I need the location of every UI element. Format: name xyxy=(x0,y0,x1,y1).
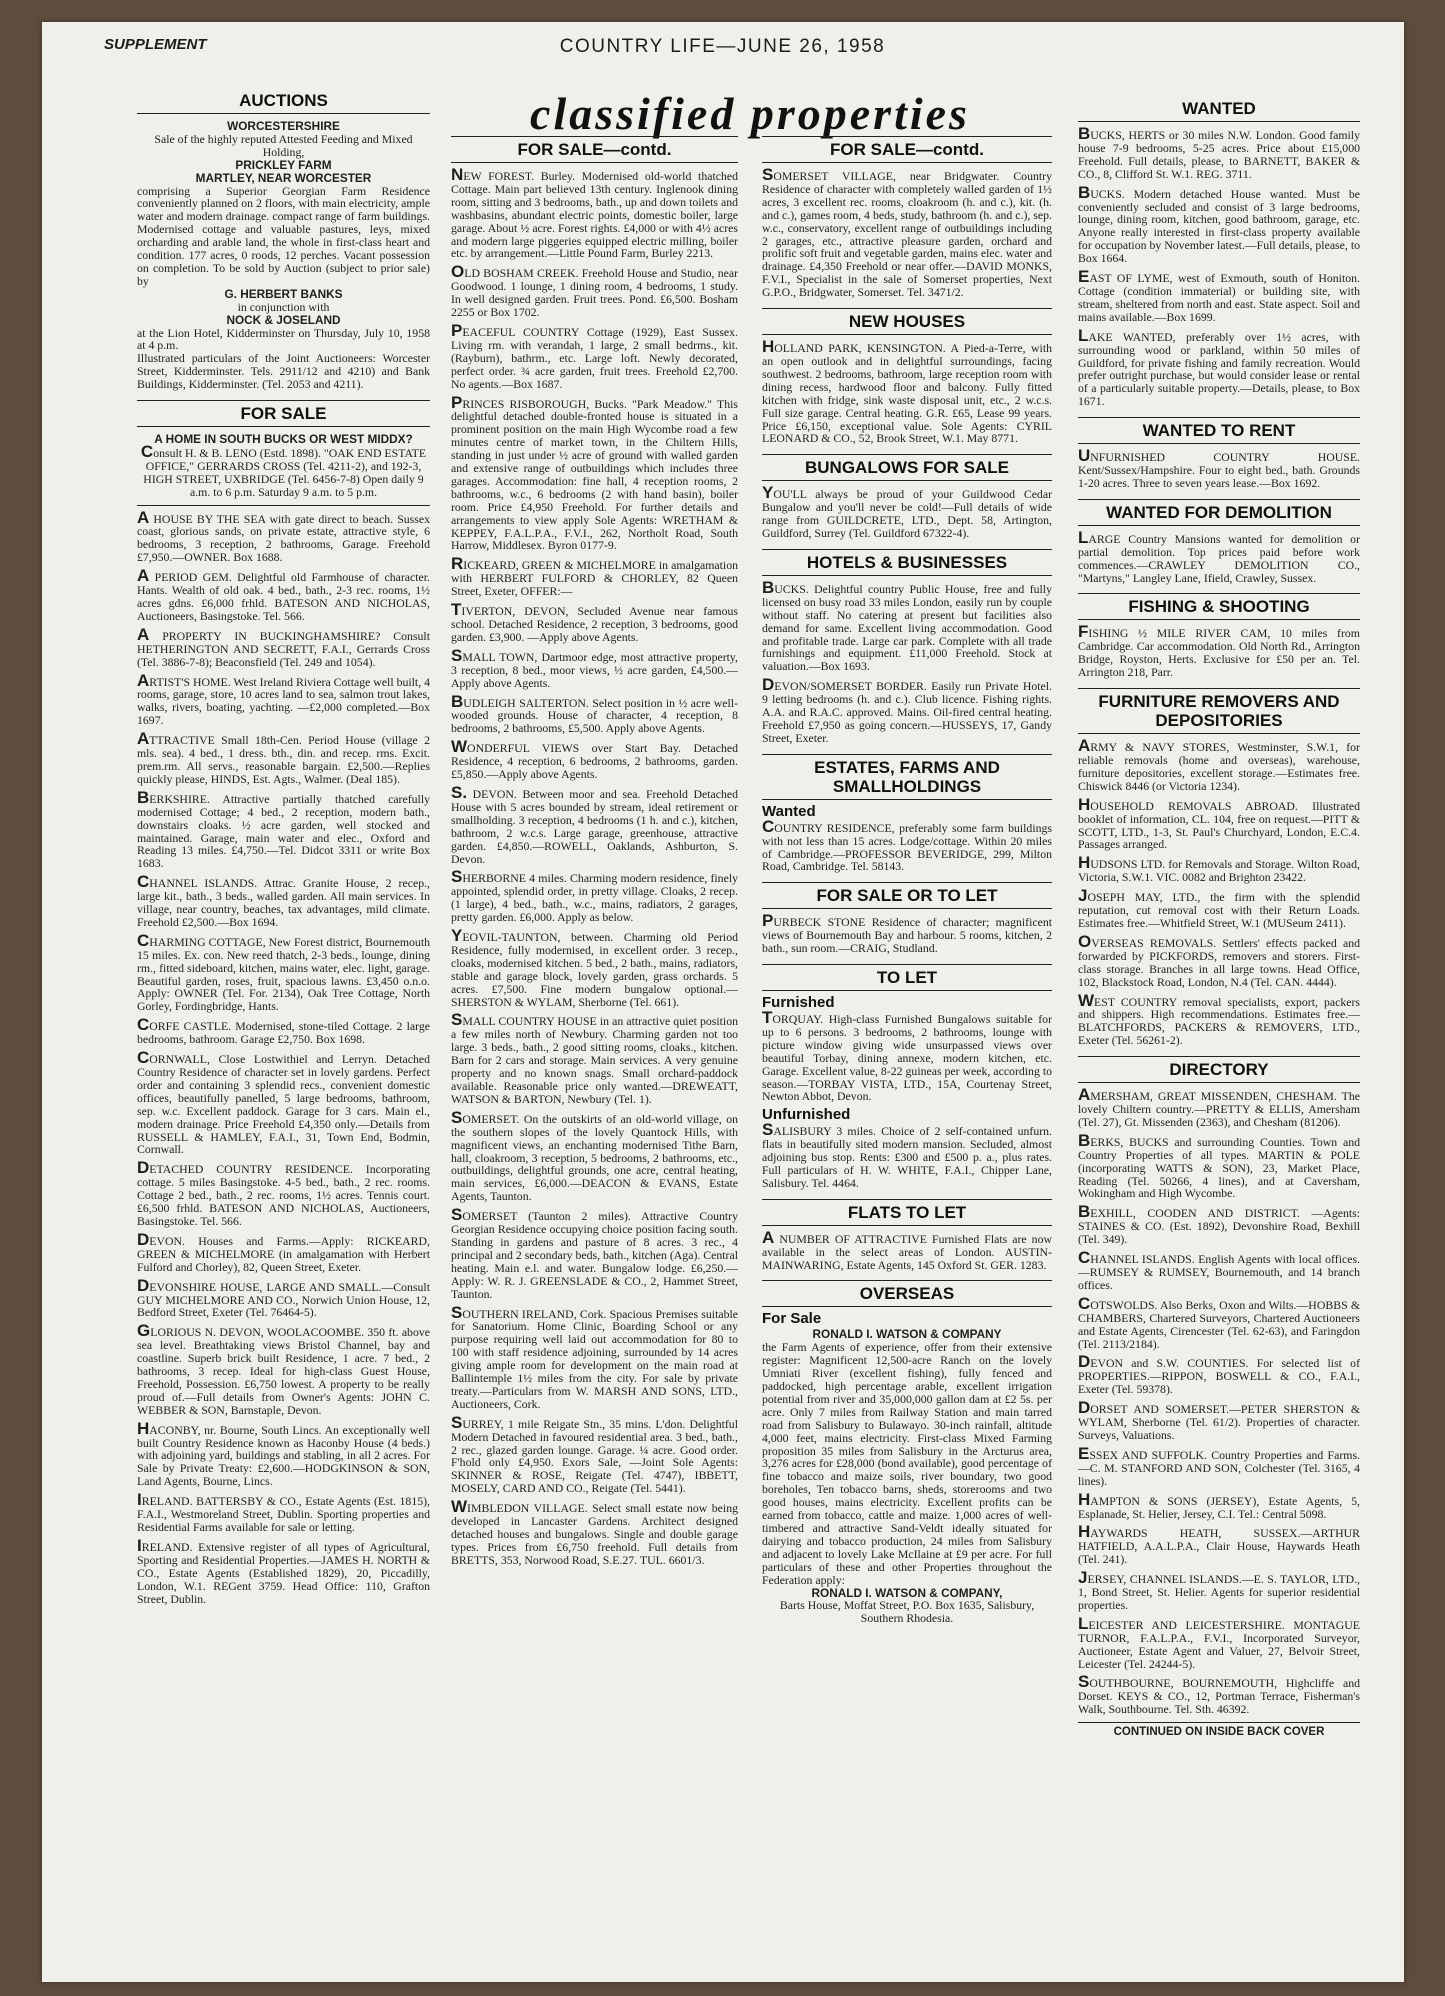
ad: HAMPTON & SONS (JERSEY), Estate Agents, 5, Esplanade, St. Helier, Jersey, C.I. Tel.: Central 5098. xyxy=(1078,1489,1360,1521)
ad: SOUTHERN IRELAND, Cork. Spacious Premises suitable for Sanatorium. Home Clinic, Boarding School or any purpose requiring well laid out accommodation for 80 to 100 with staff residence adjoining, surrounded by 14 acres giving ample room for development on the main road at Ballintemple 1½ miles from the city. For sale by private treaty.—Particulars from W. MARSH AND SONS, LTD., Auctioneers, Cork. xyxy=(451,1302,738,1411)
ad: WONDERFUL VIEWS over Start Bay. Detached Residence, 4 reception, 6 bedrooms, 2 bathrooms, garden. £5,850.—Apply above Agents. xyxy=(451,737,738,782)
ad: ESSEX AND SUFFOLK. Country Properties and Farms.—C. M. STANFORD AND SON, Colchester (Tel. 3165, 4 lines). xyxy=(1078,1443,1360,1488)
ad: DEVON. Houses and Farms.—Apply: RICKEARD, GREEN & MICHELMORE (in amalgamation with Herbert Fulford and Chorley), 82, Queen Street, Exeter. xyxy=(137,1229,430,1274)
ad: HOUSEHOLD REMOVALS ABROAD. Illustrated booklet of information, CL. 104, free on request.—PITT & SCOTT, LTD., 1-3, St. Paul's Churchyard, London, E.C.4. Passages arranged. xyxy=(1078,794,1360,852)
ad: WEST COUNTRY removal specialists, export, packers and shippers. High recommendations. Estimates free.—BLATCHFORDS, PACKERS & REMOVERS, LTD., Exeter (Tel. 56261-2). xyxy=(1078,990,1360,1048)
section-wanted-to-rent: WANTED TO RENT xyxy=(1078,417,1360,444)
ad: JOSEPH MAY, LTD., the firm with the splendid reputation, cut removal cost with their Return Loads. Estimates free.—Whitfield Street, W.1 (MUSeum 2411). xyxy=(1078,886,1360,930)
ad: SURREY, 1 mile Reigate Stn., 35 mins. L'don. Delightful Modern Detached in favoured residential area. 3 bed., bath., 2 rec., glazed garden lounge. Garage. ¼ acre. Good order. F'hold only £4,950. Exors Sale, —Joint Sole Agents: SKINNER & ROSE, Reigate (Tel. 4747), IBBETT, MOSELY, CARD AND CO., Reigate (Tel. 5441). xyxy=(451,1412,738,1496)
ad: SMALL COUNTRY HOUSE in an attractive quiet position a few miles north of Newbury. Charming garden not too large. 3 beds., bath., 2 good sitting rooms, cloaks., kitchen. Barn for 2 cars and storage. Main services. A very genuine property and no known snags. Small orchard-paddock available. Reasonable price only wanted.—DREWEATT, WATSON & BARTON, Newbury (Tel. 1). xyxy=(451,1010,738,1106)
auction-line: in conjunction with xyxy=(237,299,330,314)
ad: CORFE CASTLE. Modernised, stone-tiled Cottage. 2 large bedrooms, bathroom. Garage £2,750. Box 1698. xyxy=(137,1015,430,1047)
subheading-furnished: Furnished xyxy=(762,994,835,1012)
auction-county: WORCESTERSHIRE xyxy=(227,119,340,133)
ad: BERKSHIRE. Attractive partially thatched carefully modernised Cottage; 4 bed., 2 reception, modern bath., downstairs cloaks. ½ acre garden, well stocked and maintained. Garage, main water and elec., Oxford and Reading 13 miles. £4,750.—Tel. Didcot 3311 or write Box 1683. xyxy=(137,787,430,871)
auction-line: PRICKLEY FARM xyxy=(235,157,332,172)
continued-note: CONTINUED ON INSIDE BACK COVER xyxy=(1078,1722,1360,1739)
ad: BERKS, BUCKS and surrounding Counties. Town and Country Properties of all types. MARTIN & POLE (incorporating WATTS & SON), 23, Market Place, Reading (Tel. 50266, 4 lines), and at Caversham, Wokingham and High Wycombe. xyxy=(1078,1130,1360,1201)
supplement-label: SUPPLEMENT xyxy=(104,36,207,53)
ad: the Farm Agents of experience, offer from their extensive register: Magnificent 12,500-acre Ranch on the lovely Umniati River (excellent fishing), fully fenced and paddocked, high percentage arable, excellent irrigation potential from river and 35,000,000 gallon dam at £2 5s. per acre. Only 7 miles from Railway Station and main tarred road from Salisbury to Bulawayo. 30-inch rainfall, altitude 4,000 feet, mains electricity. First-class Mixed Farming proposition 35 miles from Salisbury in the Arcturus area, 3,276 acres for £28,000 (bond available), good percentage of fine tobacco and maize soils, river boundary, two good boreholes, Ten tobacco barns, sheds, storerooms and two good houses, mains electricity. Excellent profits can be earned from tobacco, cattle and maize. 1,000 acres of well-timbered and attractive Sand-Veldt ideally situated for dairying and tobacco production, 24 miles from Salisbury and adjacent to lovely Lake McIlaine at £9 per acre. For full particulars of these and other Properties throughout the Federation apply: xyxy=(762,1340,1052,1587)
section-sale-or-let: FOR SALE OR TO LET xyxy=(762,882,1052,909)
ad: YOU'LL always be proud of your Guildwood Cedar Bungalow and you'll never be cold!—Full details of wide range from GUILDCRETE, LTD., Dept. 58, Artington, Guildford, Surrey (Tel. Guildford 67322-4). xyxy=(762,483,1052,541)
ad: BUCKS. Delightful country Public House, free and fully licensed on busy road 33 miles London, easily run by couple without staff. No catering at present but facilities also demand for same. Excellent living accommodation. Good and profitable trade. Large car park. Complete with all trade furnishings and equipment. £11,000 Freehold. Stock at valuation.—Box 1693. xyxy=(762,577,1052,674)
ad: A PERIOD GEM. Delightful old Farmhouse of character. Hants. Wealth of old oak. 4 bed., bath., 2-3 rec. rooms, 1½ acres gdns. £6,000 frhld. BATESON AND NICHOLAS, Auctioneers, Basingstoke. Tel. 566. xyxy=(137,566,430,623)
ad: Barts House, Moffat Street, P.O. Box 1635, Salisbury, Southern Rhodesia. xyxy=(779,1598,1035,1626)
ad: CORNWALL, Close Lostwithiel and Lerryn. Detached Country Residence of character set in lovely gardens. Perfect order and containing 3 splendid recs., convenient domestic offices, beautifully panelled, 5 large bedrooms, bathroom, sep. w.c. Excellent paddock. Garage for 3 cars. Main el., modern drainage. Price Freehold £4,350 only.—Details from RUSSELL & HAMLEY, F.A.I., 31, Town End, Bodmin, Cornwall. xyxy=(137,1048,430,1157)
ad: SOUTHBOURNE, BOURNEMOUTH, Highcliffe and Dorset. KEYS & CO., 12, Portman Terrace, Fisherman's Walk, Southbourne. Tel. Sth. 46392. xyxy=(1078,1672,1360,1717)
column-3 xyxy=(762,136,1052,1856)
ad: CHANNEL ISLANDS. English Agents with local offices.—RUMSEY & RUMSEY, Bournemouth, and 14 branch offices. xyxy=(1078,1248,1360,1292)
ad: HOLLAND PARK, KENSINGTON. A Pied-a-Terre, with an open outlook and in delightful surroundings, facing southwest. 2 bedrooms, bathroom, large reception room with dining recess, hardwood floor and balcony. Fully fitted kitchen with fridge, sink waste disposal unit, etc., 2 w.c.s. Full size garage. Central heating. G.R. £65, Lease 99 years. Price £6,150, exceptional value. Sole Agents: CYRIL LEONARD & CO., 52, Brook Street, W.1. May 8771. xyxy=(762,337,1052,446)
ad: LAKE WANTED, preferably over 1½ acres, with surrounding wood or parkland, within 50 miles of Guildford, for private fishing and family recreation. Would prefer outright purchase, but would consider lease or rental of a particularly suitable property.—Details, please, to Box 1671. xyxy=(1078,325,1360,409)
ad: LARGE Country Mansions wanted for demolition or partial demolition. Top prices paid before work commences.—CRAWLEY DEMOLITION CO., "Martyns," Langley Lane, Ifield, Crawley, Sussex. xyxy=(1078,527,1360,585)
ad: ARTIST'S HOME. West Ireland Riviera Cottage well built, 4 rooms, garage, store, 10 acres land to sea, salmon trout lakes, walks, rivers, boating, yachting. —£2,000 completed.—Box 1697. xyxy=(137,670,430,728)
ad: ATTRACTIVE Small 18th-Cen. Period House (village 2 mls. sea). 4 bed., 1 dress. bth., din. and recep. rms. Excit. prem.rm. All servs., reasonable bargain. £2,500.—Replies quickly please, HINDS, Est. Agts., Walmer. (Deal 185). xyxy=(137,729,430,786)
ad: Consult H. & B. LENO (Estd. 1898). "OAK END ESTATE OFFICE," GERRARDS CROSS (Tel. 4211-2), and 192-3, HIGH STREET, UXBRIDGE (Tel. 6456-7-8) Open daily 9 a.m. to 6 p.m. Saturday 9 a.m. to 5 p.m. xyxy=(140,441,427,499)
ad: RICKEARD, GREEN & MICHELMORE in amalgamation with HERBERT FULFORD & CHORLEY, 82 Queen Street, Exeter, OFFER:— xyxy=(451,554,738,599)
ad: BEXHILL, COODEN AND DISTRICT. —Agents: STAINES & CO. (Est. 1892), Devonshire Road, Bexhill (Tel. 349). xyxy=(1078,1202,1360,1247)
ad: S. DEVON. Between moor and sea. Freehold Detached House with 5 acres bounded by stream, ideal retirement or smallholding. 3 reception, 4 bedrooms (1 h. and c.), kitchen, bathroom, 2 w.c.s. Large garage, greenhouse, attractive garden. £4,850.—ROWELL, Oaklands, Ashburton, S. Devon. xyxy=(451,782,738,866)
section-fishing: FISHING & SHOOTING xyxy=(1078,593,1360,620)
auction-line: comprising a Superior Georgian Farm Residence conveniently planned on 2 floors, with main electricity, ample water and modern drainage. compact range of farm buildings. Modernised cottage and valuable pastures, leys, mixed orcharding and arable land, the whole in first-class heart and condition. 177 acres, 0 roods, 12 perches. Vacant possession on completion. To be sold by Auction (subject to prior sale) by xyxy=(137,183,430,288)
ad: DORSET AND SOMERSET.—PETER SHERSTON & WYLAM, Sherborne (Tel. 61/2). Properties of character. Surveys, Valuations. xyxy=(1078,1398,1360,1442)
section-for-sale: FOR SALE xyxy=(137,400,430,427)
ad: SMALL TOWN, Dartmoor edge, most attractive property, 3 reception, 8 bed., moor views, ½ acre garden, £4,500.—Apply above Agents. xyxy=(451,645,738,690)
subheading-unfurnished: Unfurnished xyxy=(762,1106,851,1124)
ad-heading: A HOME IN SOUTH BUCKS OR WEST MIDDX? xyxy=(154,432,413,447)
section-for-sale-contd: FOR SALE—contd. xyxy=(762,136,1052,163)
ad-heading: RONALD I. WATSON & COMPANY, xyxy=(811,1585,1003,1600)
section-new-houses: NEW HOUSES xyxy=(762,308,1052,335)
ad: DEVON and S.W. COUNTIES. For selected list of PROPERTIES.—RIPPON, BOSWELL & CO., F.A.I., Exeter (Tel. 59378). xyxy=(1078,1352,1360,1397)
ad: PRINCES RISBOROUGH, Bucks. "Park Meadow." This delightful detached double-fronted house is situated in a prominent position on the main High Wycombe road a few minutes centre of market town, in the Chiltern Hills, standing in just under ½ acre of ground with walled garden and extensive range of outbuildings which includes three garages. Accommodation: fine hall, 4 reception rooms, 2 bathrooms, w.c., 6 bedrooms (2 with hand basin), boiler room. Price £4,950 Freehold. For further details and arrangements to view apply Sole Agents: WRETHAM & KEPPEY, F.A.L.P.A., F.V.I., 262, Northolt Road, South Harrow, Middlesex. Byron 0177-9. xyxy=(451,392,738,553)
column-2 xyxy=(451,136,738,1866)
ad: A NUMBER OF ATTRACTIVE Furnished Flats are now available in the select areas of London. AUSTIN-MAINWARING, Estate Agents, 145 Oxford St. GER. 1283. xyxy=(762,1227,1052,1272)
ad: IRELAND. BATTERSBY & CO., Estate Agents (Est. 1815), F.A.I., Westmoreland Street, Dublin. Sporting properties and Residential Farms available for sale or letting. xyxy=(137,1490,430,1534)
ad: SALISBURY 3 miles. Choice of 2 self-contained unfurn. flats in beautifully sited modern mansion. Secluded, almost adjoining bus stop. Rents: £300 and £500 p. a., plus rates. Full particulars of H. W. WHITE, F.A.I., Chipper Lane, Salisbury. Tel. 4464. xyxy=(762,1120,1052,1190)
section-wanted: WANTED xyxy=(1078,96,1360,122)
ad-heading: RONALD I. WATSON & COMPANY xyxy=(812,1327,1002,1342)
ad: A HOUSE BY THE SEA with gate direct to beach. Sussex coast, glorious sands, on private estate, attractive style, 6 bedrooms, 3 reception, 2 bathrooms, Garage. Freehold £7,950.—OWNER. Box 1688. xyxy=(137,507,430,565)
auction-line: NOCK & JOSELAND xyxy=(226,312,341,327)
ad: DEVON/SOMERSET BORDER. Easily run Private Hotel. 9 letting bedrooms (h. and c.). Club licence. Fishing rights. A.A. and R.A.C. approved. Mains. Oil-fired central heating. Freehold £7,950 as going concern.—HUSSEYS, 17, Gandy Street, Exeter. xyxy=(762,675,1052,745)
ad: ARMY & NAVY STORES, Westminster, S.W.1, for reliable removals (home and overseas), warehouse, furniture depositories, excellent storage.—Estimates free. Chiswick 8446 (or Victoria 1234). xyxy=(1078,736,1360,793)
ad: BUDLEIGH SALTERTON. Select position in ½ acre well-wooded grounds. House of character, 4 reception, 8 bedrooms, 2 bathrooms, £5,500. Apply above Agents. xyxy=(451,691,738,736)
auction-line: Sale of the highly reputed Attested Feeding and Mixed Holding, xyxy=(154,131,413,159)
ad: CHARMING COTTAGE, New Forest district, Bournemouth 15 miles. Ex. con. New reed thatch, 2-3 beds., lounge, dining rm., fitted sideboard, kitchen, mains water, elec. light, garage. Beautiful garden, roses, fruit, spacious lawns. £3,450 o.n.o. Apply: OWNER (Tel. For. 2134), Oak Tree Cottage, North Gorley, Fordingbridge, Hants. xyxy=(137,930,430,1014)
ad: PEACEFUL COUNTRY Cottage (1929), East Sussex. Living rm. with verandah, 1 large, 2 small bedrms., kit. (Rayburn), bathrm., etc. Large loft. Newly decorated, perfect order. ¾ acre garden, fruit trees. Freehold £2,700. No agents.—Box 1687. xyxy=(451,320,738,391)
section-furniture: FURNITURE REMOVERS AND DEPOSITORIES xyxy=(1078,688,1360,734)
ad: HACONBY, nr. Bourne, South Lincs. An exceptionally well built Country Residence known as Haconby House (4 beds.) with adjoining yard, buildings and stabling, in all 2 acres. For Sale by Private Treaty: £2,600.—HODGKINSON & SON, Land Agents, Bourne, Lincs. xyxy=(137,1418,430,1489)
section-estates: ESTATES, FARMS AND SMALLHOLDINGS xyxy=(762,754,1052,800)
auction-line: at the Lion Hotel, Kidderminster on Thursday, July 10, 1958 at 4 p.m. xyxy=(137,325,430,353)
auction-line: G. HERBERT BANKS xyxy=(224,286,343,301)
subheading-wanted: Wanted xyxy=(762,802,816,820)
ad: BUCKS. Modern detached House wanted. Must be conveniently secluded and consist of 3 large bedrooms, lounge, dining room, kitchen, good bathroom, garage, etc. Anyone really interested in first-class property available for occupation by November latest.—Full details, please, to Box 1664. xyxy=(1078,182,1360,266)
section-auctions: AUCTIONS xyxy=(137,88,430,114)
section-directory: DIRECTORY xyxy=(1078,1056,1360,1083)
auction-line: MARTLEY, NEAR WORCESTER xyxy=(195,170,372,185)
section-overseas: OVERSEAS xyxy=(762,1280,1052,1307)
masthead: classified properties xyxy=(530,88,970,139)
ad: TIVERTON, DEVON, Secluded Avenue near famous school. Detached Residence, 2 reception, 3 bedrooms, good garden. £3,900. —Apply above Agents. xyxy=(451,600,738,644)
ad: HUDSONS LTD. for Removals and Storage. Wilton Road, Victoria, S.W.1. VIC. 0082 and Brighton 23422. xyxy=(1078,853,1360,885)
ad: PURBECK STONE Residence of character; magnificent views of Bournemouth Bay and harbour. 5 rooms, kitchen, 2 bath., sun room.—CRAIG, Studland. xyxy=(762,911,1052,956)
ad: OVERSEAS REMOVALS. Settlers' effects packed and forwarded by PICKFORDS, removers and storers. First-class storage. Branches in all large towns. Head Office, 102, Blackstock Road, London, N.4 (Tel. CAN. 4444). xyxy=(1078,931,1360,989)
ad: NEW FOREST. Burley. Modernised old-world thatched Cottage. Main part believed 13th century. Inglenook dining room, sitting and 3 bedrooms, bath., up and down toilets and washbasins, abundant electric points, domestic boiler, large garage. About ½ acre. Forest rights. £4,000 or with 4½ acres and modern large piggeries equipped electric milling, boiler etc. by arrangement.—Little Pound Farm, Burley 2213. xyxy=(451,165,738,261)
section-demolition: WANTED FOR DEMOLITION xyxy=(1078,499,1360,526)
ad: TORQUAY. High-class Furnished Bungalows suitable for up to 6 persons. 3 bedrooms, 2 bathrooms, lounge with picture window giving wide unsurpassed views over beautiful Torbay, dining annexe, modern kitchen, etc. Garage. Excellent value, 8-22 guineas per week, according to season.—TORBAY VISTA, LTD., 15A, Courtenay Street, Newton Abbot, Devon. xyxy=(762,1007,1052,1104)
ad: YEOVIL-TAUNTON, between. Charming old Period Residence, fully modernised, in excellent order. 3 recep., cloaks, modernised kitchen. 5 bed., 2 bath., mains, radiators, stable and garage block, lovely garden, grass orchards. 5 acres. £7,500. Fine modern bungalow optional.—SHERSTON & WYLAM, Sherborne (Tel. 661). xyxy=(451,926,738,1009)
ad: UNFURNISHED COUNTRY HOUSE. Kent/Sussex/Hampshire. Four to eight bed., bath. Grounds 1-20 acres. Three to seven years lease.—Box 1692. xyxy=(1078,446,1360,490)
ad: SOMERSET VILLAGE, near Bridgwater. Country Residence of character with completely walled garden of 1½ acres, 3 excellent rec. rooms, cloakroom (h. and c.), kit. (h. and c.), games room, 4 beds, study, bathroom (h. and c.), sep. w.c., conservatory, excellent range of outbuildings including 2 garages, etc., attractive pleasure garden, orchard and prolific soft fruit and vegetable garden, mains elec. water and drainage. £4,350 Freehold or near offer.—DAVID MONKS, F.V.I., Specialist in the sale of Somerset properties, Next G.P.O., Bridgwater, Somerset. Tel. 3471/2. xyxy=(762,165,1052,300)
section-for-sale-contd: FOR SALE—contd. xyxy=(451,136,738,163)
ad: SOMERSET (Taunton 2 miles). Attractive Country Georgian Residence occupying choice position facing south. Standing in gardens and pasture of 8 acres. 3 rec., 4 principal and 2 secondary beds, bath., kitchen (Aga). Central heating. Main e.l. and water. Bungalow lodge. £6,250.—Apply: W. R. J. GREENSLADE & CO., 2, Hammet Street, Taunton. xyxy=(451,1205,738,1301)
ad: GLORIOUS N. DEVON, WOOLACOOMBE. 350 ft. above sea level. Breathtaking views Bristol Channel, bay and coastline. Superb brick built Residence, 1 acre. 7 bed., 2 bathrooms, 3 recep. Ideal for high-class Guest House, Freehold, Possession. £6,750 lowest. A property to be really proud of.—Full details from Owner's Agents: JOHN C. WEBBER & SON, Barnstaple, Devon. xyxy=(137,1321,430,1417)
ad: IRELAND. Extensive register of all types of Agricultural, Sporting and Residential Properties.—JAMES H. NORTH & CO., Estate Agents (Established 1829), 20, Piccadilly, London, W.1. REGent 3759. Head Office: 110, Grafton Street, Dublin. xyxy=(137,1535,430,1606)
ad: DEVONSHIRE HOUSE, LARGE AND SMALL.—Consult GUY MICHELMORE AND CO., Norwich Union House, 12, Bedford Street, Exeter (Tel. 76464-5). xyxy=(137,1275,430,1320)
ad: COTSWOLDS. Also Berks, Oxon and Wilts.—HOBBS & CHAMBERS, Chartered Surveyors, Chartered Auctioneers and Estate Agents, Cirencester (Tel. 62-63), and Faringdon (Tel. 2113/2184). xyxy=(1078,1293,1360,1351)
ad: AMERSHAM, GREAT MISSENDEN, CHESHAM. The lovely Chiltern country.—PRETTY & ELLIS, Amersham (Tel. 27), Gt. Missenden (2363), and Chesham (81206). xyxy=(1078,1085,1360,1129)
ad: HAYWARDS HEATH, SUSSEX.—ARTHUR HATFIELD, A.A.L.P.A., Clair House, Haywards Heath (Tel. 241). xyxy=(1078,1522,1360,1567)
section-to-let: TO LET xyxy=(762,964,1052,991)
section-flats: FLATS TO LET xyxy=(762,1199,1052,1226)
divider xyxy=(137,505,430,506)
ad: BUCKS, HERTS or 30 miles N.W. London. Good family house 7-9 bedrooms, 5-25 acres. Price about £15,000 Freehold. Full details, please, to BARNETT, BAKER & CO., 8, Clifford St. W.1. REG. 3711. xyxy=(1078,124,1360,181)
ad: COUNTRY RESIDENCE, preferably some farm buildings with not less than 15 acres. Lodge/cottage. Within 20 miles of Cambridge.—PROFESSOR BEVERIDGE, 299, Milton Road, Cambridge. Tel. 58143. xyxy=(762,816,1052,874)
ad: DETACHED COUNTRY RESIDENCE. Incorporating cottage. 5 miles Basingstoke. 4-5 bed., bath., 2 rec. rooms. Cottage 2 bed., bath., 2 rec. rooms, 1½ acres. Tennis court. £6,500 frhld. BATESON AND NICHOLAS, Auctioneers, Basingstoke. Tel. 566. xyxy=(137,1158,430,1228)
ad: EAST OF LYME, west of Exmouth, south of Honiton. Cottage (condition immaterial) or building site, with stream, sheltered from north and east. State aspect. Soil and mains available.—Box 1699. xyxy=(1078,267,1360,324)
column-1 xyxy=(137,88,430,1858)
ad: A PROPERTY IN BUCKINGHAMSHIRE? Consult HETHERINGTON AND SECRETT, F.A.I., Gerrards Cross (Tel. 3886-7-8); Beaconsfield (Tel. 249 and 1054). xyxy=(137,624,430,669)
ad: SOMERSET. On the outskirts of an old-world village, on the southern slopes of the lovely Quantock Hills, with magnificent views, an enchanting modernised Tithe Barn, hall, cloakroom, 3 reception, 5 bedrooms, 2 bathrooms, etc., outbuildings, delightful grounds, one acre, central heating, main services, £6,000.—DEACON & EVANS, Estate Agents, Taunton. xyxy=(451,1107,738,1204)
ad: CHANNEL ISLANDS. Attrac. Granite House, 2 recep., large kit., bath., 3 beds., walled garden. All main services. In village, near country, beaches, tax advantages, mild climate. Freehold £2,500.—Box 1694. xyxy=(137,872,430,929)
column-4 xyxy=(1078,96,1360,1846)
subheading-for-sale: For Sale xyxy=(762,1310,822,1328)
ad: FISHING ½ MILE RIVER CAM, 10 miles from Cambridge. Car accommodation. Old North Rd., Arrington Bridge, Royston, Herts. Exclusive for £50 per an. Tel. Arrington 218, Parr. xyxy=(1078,622,1360,680)
ad: WIMBLEDON VILLAGE. Select small estate now being developed in Lancaster Gardens. Architect designed detached houses and bungalows. Single and double garage types. Prices from £6,750 freehold. Full details from BRETTS, 353, Norwood Road, S.E.27. TUL. 6601/3. xyxy=(451,1497,738,1567)
section-hotels: HOTELS & BUSINESSES xyxy=(762,549,1052,576)
ad: JERSEY, CHANNEL ISLANDS.—E. S. TAYLOR, LTD., 1, Bond Street, St. Helier. Agents for superior residential properties. xyxy=(1078,1568,1360,1612)
page-title: COUNTRY LIFE—JUNE 26, 1958 xyxy=(559,36,886,57)
ad: SHERBORNE 4 miles. Charming modern residence, finely appointed, splendid order, in pretty village. Cloaks, 2 recep. (1 large), 4 bed., bath., w.c., mains, radiators, 2 garages, pretty garden. £6,000. Apply as below. xyxy=(451,867,738,925)
section-bungalows: BUNGALOWS FOR SALE xyxy=(762,454,1052,481)
ad: OLD BOSHAM CREEK. Freehold House and Studio, near Goodwood. 1 lounge, 1 dining room, 4 bedrooms, 1 study. In well designed garden. Fruit trees. Pond. £6,500. Bosham 2255 or Box 1702. xyxy=(451,262,738,320)
auction-line: Illustrated particulars of the Joint Auctioneers: Worcester Street, Kidderminster. Tels. 2911/12 and 4210) and Bank Buildings, Kidderminster. (Tel. 2053 and 4211). xyxy=(137,351,430,392)
ad: LEICESTER AND LEICESTERSHIRE. MONTAGUE TURNOR, F.A.L.P.A., F.V.I., Incorporated Surveyor, Auctioneer, Estate Agent and Valuer, 27, Belvoir Street, Leicester (Tel. 24244-5). xyxy=(1078,1613,1360,1671)
